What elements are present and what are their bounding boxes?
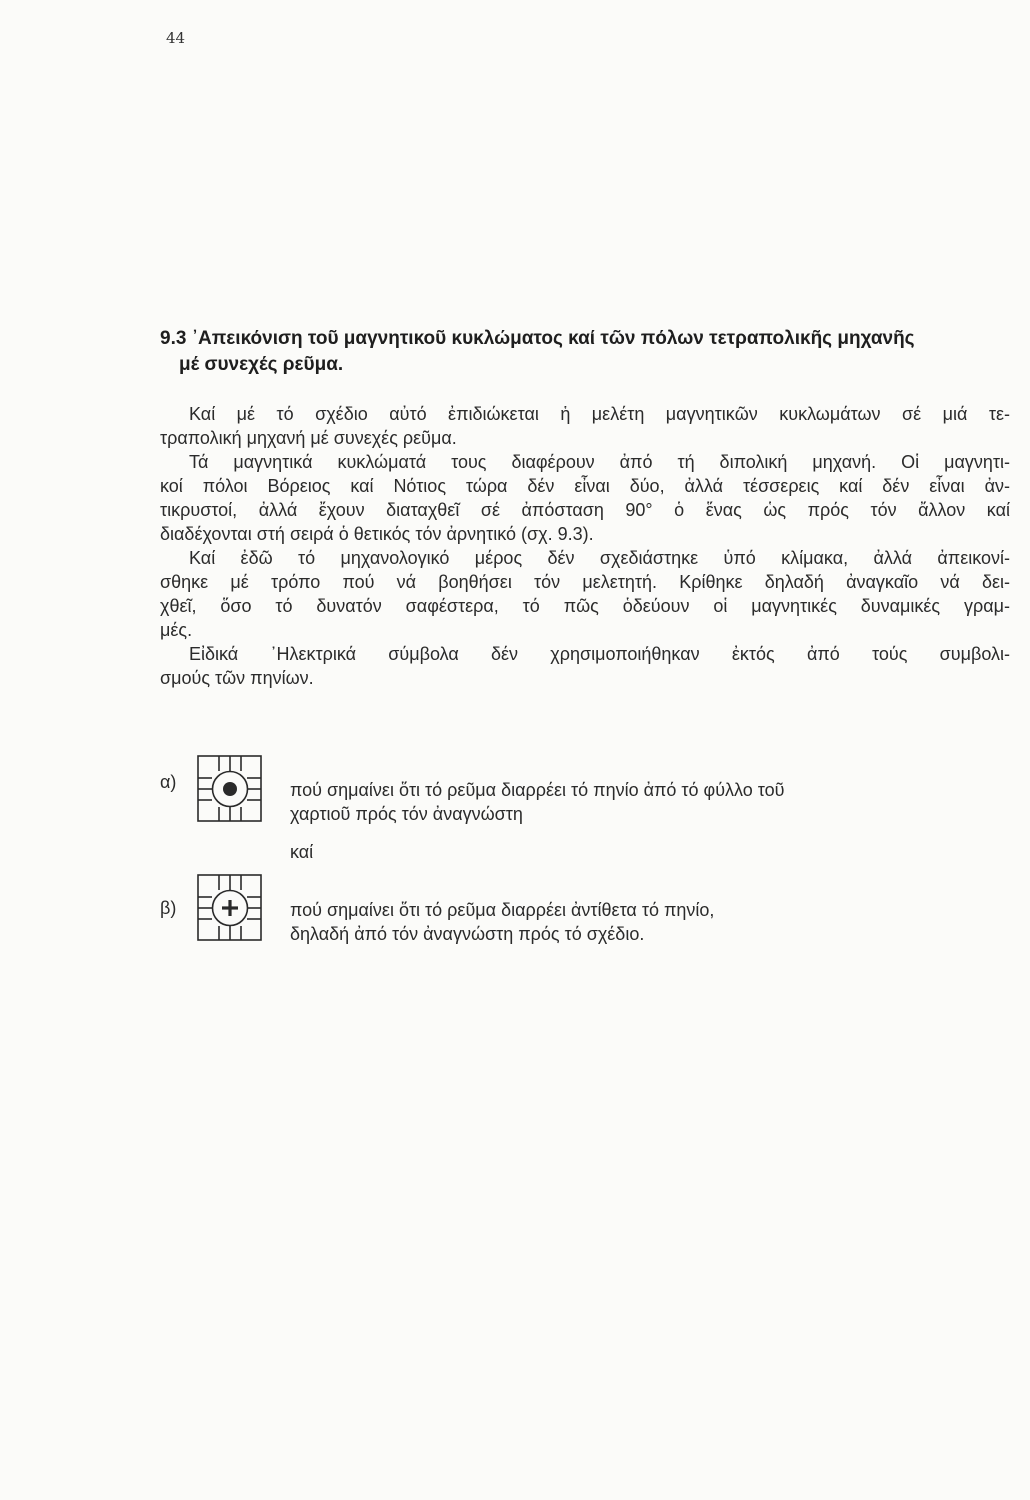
coil-dot-symbol-icon	[196, 754, 264, 824]
item-a-line-1: πού σημαίνει ὅτι τό ρεῦμα διαρρέει τό πηνίο ἀπό τό φύλλο τοῦ	[290, 780, 785, 800]
item-b-description	[290, 898, 990, 946]
body-line: σμούς τῶν πηνίων.	[160, 668, 314, 688]
body-line: Εἰδικά ᾽Ηλεκτρικά σύμβολα δέν χρησιμοποιήθηκαν ἐκτός ἀπό τούς συμβολι-	[189, 644, 1010, 664]
body-line: μές.	[160, 620, 193, 640]
body-text	[160, 402, 1010, 690]
body-line: Τά μαγνητικά κυκλώματά τους διαφέρουν ἀπό τή διπολική μηχανή. Οἱ μαγνητι-	[189, 452, 1010, 472]
item-b-line-2: δηλαδή ἀπό τόν ἀναγνώστη πρός τό σχέδιο.	[290, 924, 645, 944]
conjunction: καί	[290, 842, 314, 862]
page-number: 44	[166, 29, 186, 47]
body-line: κοί πόλοι Βόρειος καί Νότιος τώρα δέν εἶναι δύο, ἀλλά τέσσερεις καί δέν εἶναι ἀν-	[160, 476, 1010, 496]
item-a-label: α)	[160, 772, 177, 792]
section-heading-line-2: μέ συνεχές ρεῦμα.	[179, 354, 344, 375]
item-a-line-2: χαρτιοῦ πρός τόν ἀναγνώστη	[290, 804, 523, 824]
body-line: Καί μέ τό σχέδιο αὐτό ἐπιδιώκεται ἡ μελέτη μαγνητικῶν κυκλωμάτων σέ μιά τε-	[189, 404, 1010, 424]
coil-plus-symbol-icon	[196, 873, 264, 943]
body-line: σθηκε μέ τρόπο πού νά βοηθήσει τόν μελετητή. Κρίθηκε δηλαδή ἀναγκαῖο νά δει-	[160, 572, 1010, 592]
body-line: τραπολική μηχανή μέ συνεχές ρεῦμα.	[160, 428, 457, 448]
item-a-description	[290, 778, 990, 826]
item-b-line-1: πού σημαίνει ὅτι τό ρεῦμα διαρρέει ἀντίθετα τό πηνίο,	[290, 900, 715, 920]
body-line: χθεῖ, ὅσο τό δυνατόν σαφέστερα, τό πῶς ὁδεύουν οἱ μαγνητικές δυναμικές γραμ-	[160, 596, 1010, 616]
body-line: τικρυστοί, ἀλλά ἔχουν διαταχθεῖ σέ ἀπόσταση 90° ὁ ἕνας ὡς πρός τόν ἄλλον καί	[160, 500, 1010, 520]
section-heading	[160, 326, 1020, 378]
body-line: Καί ἐδῶ τό μηχανολογικό μέρος δέν σχεδιάστηκε ὑπό κλίμακα, ἀλλά ἀπεικονί-	[189, 548, 1010, 568]
body-line: διαδέχονται στή σειρά ὁ θετικός τόν ἀρνητικό (σχ. 9.3).	[160, 524, 594, 544]
section-heading-line-1: 9.3 ᾽Απεικόνιση τοῦ μαγνητικοῦ κυκλώματος καί τῶν πόλων τετραπολικῆς μηχανῆς	[160, 328, 915, 349]
item-b-label: β)	[160, 898, 177, 918]
